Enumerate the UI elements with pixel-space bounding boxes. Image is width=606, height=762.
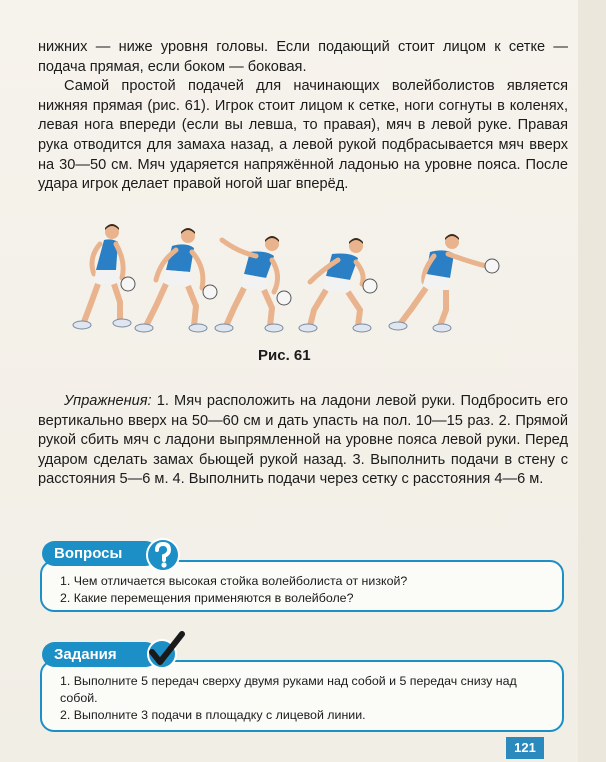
questions-list [60,573,550,607]
player-figure-1 [73,224,135,329]
exercises-body: 1. Мяч расположить на ладони левой руки. Подбросить его вертикально вверх на 50—60 см и дать упасть на пол. 10—15 раз. 2. Прямой рукой сбить мяч с ладони выпрямленной на уровне пояса левой руки. Перед ударом сделать замах бьющей рукой назад. 3. Выполнить подачи в стену с расстояния 5—6 м. 4. Выполнить подачи через сетку с расстояния 4—6 м. [38,393,568,488]
paragraph-2: Самой простой подачей для начинающих волейболистов является нижняя прямая (рис. 61). Игрок стоит лицом к сетке, ноги согнуты в коленях, левая нога впереди (если вы левша, то правая), мяч в левой руке. Правая рука отводится для замаха назад, а левой рукой подбрасывается мяч вверх на 30—50 см. Мяч ударяется напряжённой ладонью на уровне пояса. После удара игрок делает правой ногой шаг вперёд. [38,78,568,193]
main-text [38,38,568,195]
player-figure-5 [389,234,499,332]
player-figure-3 [215,236,291,332]
exercises-text [38,392,568,490]
serve-illustration [60,222,520,340]
question-item: 1. Чем отличается высокая стойка волейболиста от низкой? [60,574,408,588]
question-item: 2. Какие перемещения применяются в волейболе? [60,591,354,605]
tasks-header [42,636,202,668]
questions-header [42,537,182,569]
questions-title: Вопросы [54,545,123,562]
player-figure-4 [299,238,377,332]
tasks-list [60,673,550,724]
figure-caption: Рис. 61 [258,347,311,364]
page-edge [578,0,606,762]
task-item: 2. Выполните 3 подачи в площадку с лицевой линии. [60,708,366,722]
paragraph-1: нижних — ниже уровня головы. Если подающий стоит лицом к сетке — подача прямая, если боком — боковая. [38,39,568,75]
tasks-title: Задания [54,646,117,663]
question-mark-icon [146,537,180,573]
task-item: 1. Выполните 5 передач сверху двумя руками над собой и 5 передач снизу над собой. [60,674,517,705]
page-number: 121 [506,737,544,759]
exercises-lead: Упражнения: [64,393,152,409]
player-figure-2 [135,228,217,332]
checkmark-icon [142,630,186,670]
